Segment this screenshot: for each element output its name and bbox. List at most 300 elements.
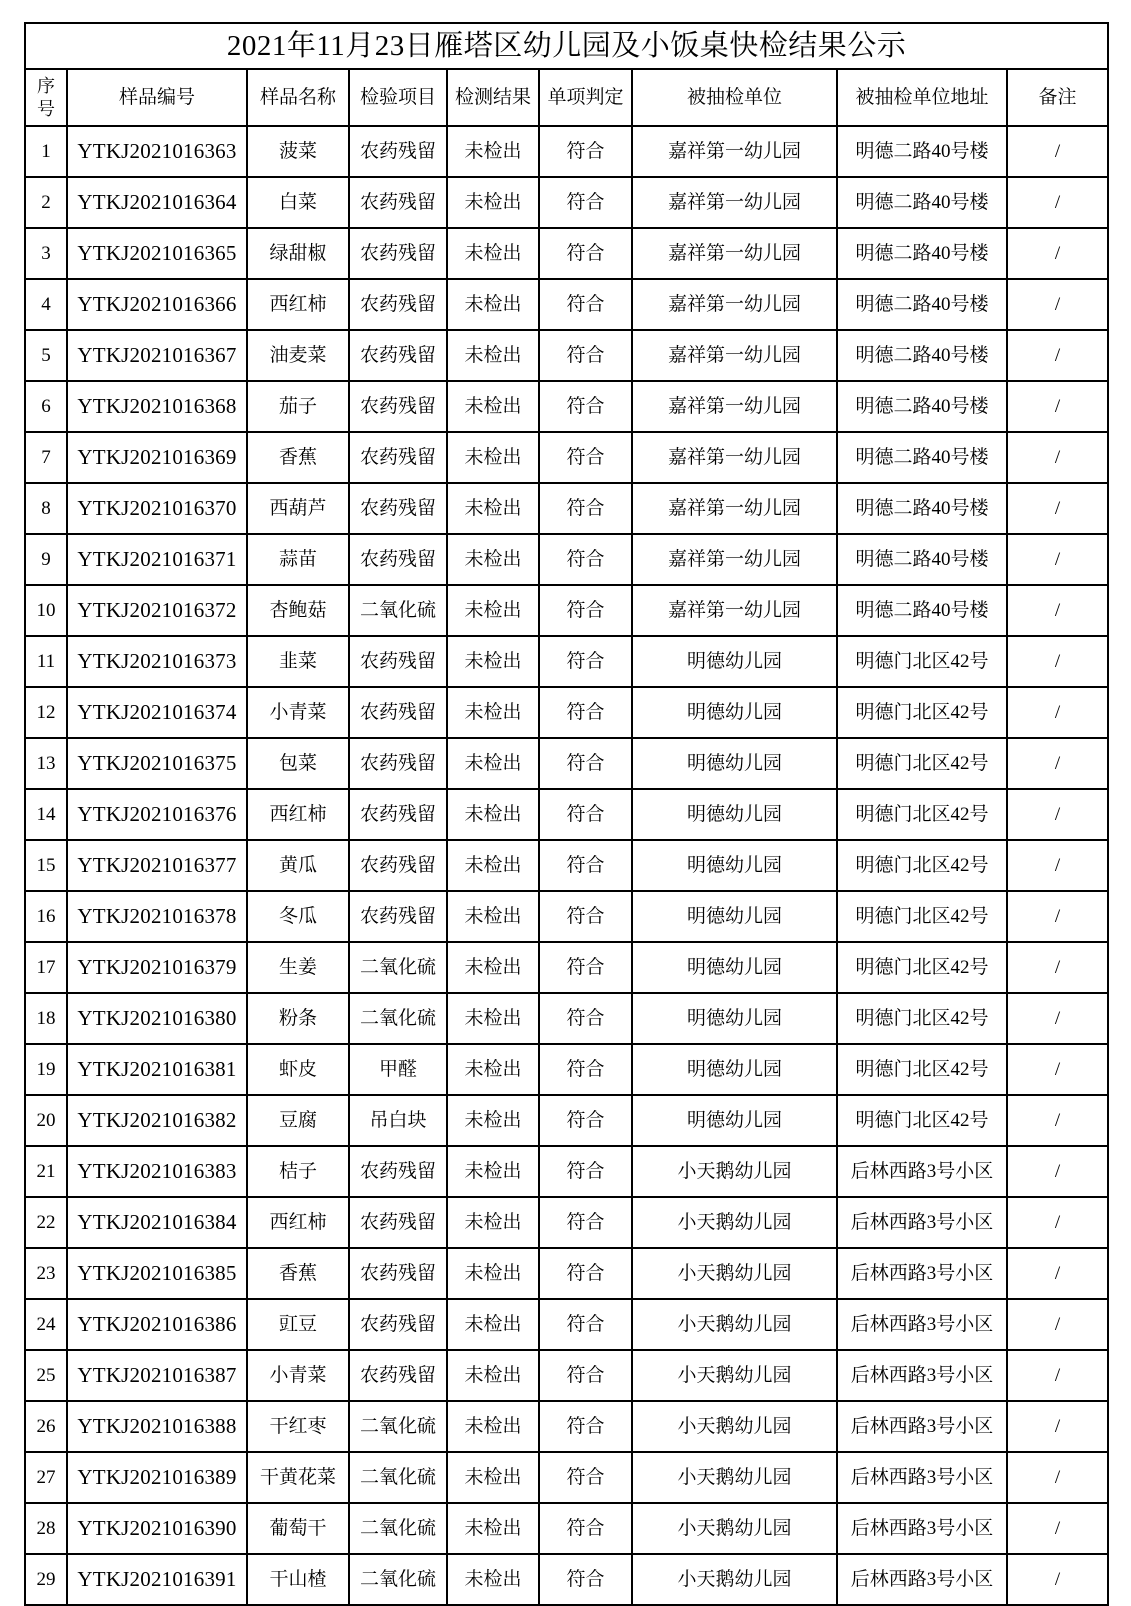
cell-judgement: 符合 [539,1146,632,1197]
column-header-remark: 备注 [1007,69,1108,126]
cell-sample-code: YTKJ2021016386 [67,1299,247,1350]
cell-judgement: 符合 [539,177,632,228]
cell-unit-address: 明德门北区42号 [837,1095,1007,1146]
cell-remark: / [1007,738,1108,789]
cell-sample-code: YTKJ2021016368 [67,381,247,432]
cell-index: 13 [25,738,67,789]
cell-test-item: 农药残留 [349,738,447,789]
cell-unit: 嘉祥第一幼儿园 [632,126,837,177]
cell-unit: 小天鹅幼儿园 [632,1299,837,1350]
cell-judgement: 符合 [539,585,632,636]
cell-test-item: 农药残留 [349,228,447,279]
cell-unit: 嘉祥第一幼儿园 [632,228,837,279]
cell-test-item: 农药残留 [349,840,447,891]
table-row [25,993,1108,1044]
cell-index: 3 [25,228,67,279]
cell-unit-address: 明德二路40号楼 [837,381,1007,432]
cell-judgement: 符合 [539,534,632,585]
cell-unit-address: 后林西路3号小区 [837,1401,1007,1452]
cell-remark: / [1007,330,1108,381]
cell-sample-name: 小青菜 [247,687,349,738]
cell-test-result: 未检出 [447,381,539,432]
table-row [25,1044,1108,1095]
column-header-index-line2: 号 [37,98,55,119]
cell-test-result: 未检出 [447,687,539,738]
cell-sample-name: 豆腐 [247,1095,349,1146]
cell-judgement: 符合 [539,1044,632,1095]
table-row [25,381,1108,432]
cell-test-item: 农药残留 [349,789,447,840]
cell-judgement: 符合 [539,228,632,279]
cell-unit-address: 明德二路40号楼 [837,279,1007,330]
cell-unit-address: 后林西路3号小区 [837,1452,1007,1503]
cell-test-item: 农药残留 [349,687,447,738]
cell-judgement: 符合 [539,1401,632,1452]
cell-index: 17 [25,942,67,993]
cell-test-item: 二氧化硫 [349,1503,447,1554]
cell-judgement: 符合 [539,1197,632,1248]
cell-test-result: 未检出 [447,840,539,891]
cell-test-result: 未检出 [447,1503,539,1554]
cell-remark: / [1007,585,1108,636]
cell-sample-code: YTKJ2021016379 [67,942,247,993]
cell-index: 29 [25,1554,67,1605]
cell-test-result: 未检出 [447,789,539,840]
cell-test-result: 未检出 [447,942,539,993]
cell-test-result: 未检出 [447,738,539,789]
cell-unit-address: 明德门北区42号 [837,738,1007,789]
column-header-unit-address: 被抽检单位地址 [837,69,1007,126]
cell-sample-code: YTKJ2021016389 [67,1452,247,1503]
cell-sample-name: 绿甜椒 [247,228,349,279]
header-row [25,69,1108,126]
cell-unit: 明德幼儿园 [632,993,837,1044]
cell-judgement: 符合 [539,1554,632,1605]
cell-index: 19 [25,1044,67,1095]
cell-remark: / [1007,1350,1108,1401]
cell-sample-code: YTKJ2021016384 [67,1197,247,1248]
cell-remark: / [1007,687,1108,738]
cell-test-result: 未检出 [447,1452,539,1503]
cell-remark: / [1007,1095,1108,1146]
cell-unit: 嘉祥第一幼儿园 [632,483,837,534]
cell-remark: / [1007,993,1108,1044]
cell-index: 10 [25,585,67,636]
cell-index: 27 [25,1452,67,1503]
cell-sample-code: YTKJ2021016373 [67,636,247,687]
cell-test-item: 二氧化硫 [349,993,447,1044]
cell-unit-address: 明德门北区42号 [837,1044,1007,1095]
cell-remark: / [1007,381,1108,432]
cell-sample-code: YTKJ2021016366 [67,279,247,330]
cell-test-item: 农药残留 [349,330,447,381]
cell-test-result: 未检出 [447,585,539,636]
cell-unit: 嘉祥第一幼儿园 [632,534,837,585]
cell-remark: / [1007,1452,1108,1503]
table-row [25,738,1108,789]
cell-test-result: 未检出 [447,1197,539,1248]
cell-index: 26 [25,1401,67,1452]
cell-unit: 嘉祥第一幼儿园 [632,330,837,381]
column-header-test-result: 检测结果 [447,69,539,126]
cell-sample-name: 茄子 [247,381,349,432]
table-row [25,687,1108,738]
cell-sample-code: YTKJ2021016382 [67,1095,247,1146]
column-header-index [25,69,67,126]
cell-index: 22 [25,1197,67,1248]
cell-unit-address: 明德二路40号楼 [837,228,1007,279]
table-row [25,228,1108,279]
cell-sample-name: 干红枣 [247,1401,349,1452]
column-header-sample-code: 样品编号 [67,69,247,126]
cell-unit: 明德幼儿园 [632,1044,837,1095]
cell-sample-name: 西红柿 [247,789,349,840]
cell-unit-address: 明德门北区42号 [837,891,1007,942]
cell-test-result: 未检出 [447,279,539,330]
cell-sample-code: YTKJ2021016370 [67,483,247,534]
cell-judgement: 符合 [539,432,632,483]
cell-unit: 小天鹅幼儿园 [632,1146,837,1197]
cell-sample-code: YTKJ2021016380 [67,993,247,1044]
column-header-sample-name: 样品名称 [247,69,349,126]
cell-test-item: 农药残留 [349,891,447,942]
cell-judgement: 符合 [539,1503,632,1554]
cell-test-item: 农药残留 [349,636,447,687]
cell-test-result: 未检出 [447,1350,539,1401]
cell-sample-code: YTKJ2021016376 [67,789,247,840]
cell-test-result: 未检出 [447,1095,539,1146]
cell-sample-code: YTKJ2021016377 [67,840,247,891]
cell-sample-code: YTKJ2021016381 [67,1044,247,1095]
cell-remark: / [1007,1044,1108,1095]
table-row [25,585,1108,636]
cell-remark: / [1007,1503,1108,1554]
cell-remark: / [1007,126,1108,177]
cell-unit-address: 后林西路3号小区 [837,1554,1007,1605]
cell-index: 4 [25,279,67,330]
cell-unit: 明德幼儿园 [632,840,837,891]
cell-test-item: 二氧化硫 [349,942,447,993]
cell-index: 21 [25,1146,67,1197]
cell-index: 18 [25,993,67,1044]
cell-unit: 小天鹅幼儿园 [632,1248,837,1299]
cell-sample-name: 香蕉 [247,1248,349,1299]
cell-remark: / [1007,891,1108,942]
cell-unit-address: 明德二路40号楼 [837,432,1007,483]
cell-sample-code: YTKJ2021016369 [67,432,247,483]
cell-sample-code: YTKJ2021016391 [67,1554,247,1605]
cell-test-item: 农药残留 [349,1350,447,1401]
cell-unit-address: 明德门北区42号 [837,636,1007,687]
cell-judgement: 符合 [539,942,632,993]
cell-sample-name: 冬瓜 [247,891,349,942]
table-row [25,534,1108,585]
cell-sample-name: 小青菜 [247,1350,349,1401]
table-row [25,1350,1108,1401]
cell-judgement: 符合 [539,1452,632,1503]
cell-test-result: 未检出 [447,177,539,228]
cell-test-result: 未检出 [447,1401,539,1452]
table-row [25,1452,1108,1503]
cell-remark: / [1007,840,1108,891]
cell-test-item: 农药残留 [349,1248,447,1299]
cell-unit-address: 明德二路40号楼 [837,483,1007,534]
cell-remark: / [1007,1197,1108,1248]
cell-test-item: 农药残留 [349,126,447,177]
cell-unit-address: 明德二路40号楼 [837,330,1007,381]
title-row [25,23,1108,69]
table-row [25,1248,1108,1299]
cell-index: 16 [25,891,67,942]
cell-remark: / [1007,432,1108,483]
cell-index: 6 [25,381,67,432]
cell-unit: 明德幼儿园 [632,891,837,942]
cell-unit: 明德幼儿园 [632,789,837,840]
cell-unit: 小天鹅幼儿园 [632,1554,837,1605]
cell-test-result: 未检出 [447,1248,539,1299]
cell-test-result: 未检出 [447,483,539,534]
cell-judgement: 符合 [539,1299,632,1350]
cell-test-item: 农药残留 [349,1197,447,1248]
cell-sample-name: 干山楂 [247,1554,349,1605]
cell-sample-name: 韭菜 [247,636,349,687]
table-row [25,330,1108,381]
column-header-judgement: 单项判定 [539,69,632,126]
cell-remark: / [1007,1401,1108,1452]
cell-sample-code: YTKJ2021016367 [67,330,247,381]
table-row [25,942,1108,993]
cell-judgement: 符合 [539,1248,632,1299]
cell-test-item: 农药残留 [349,1146,447,1197]
cell-sample-name: 桔子 [247,1146,349,1197]
cell-judgement: 符合 [539,1350,632,1401]
cell-sample-name: 白菜 [247,177,349,228]
cell-index: 25 [25,1350,67,1401]
cell-index: 15 [25,840,67,891]
cell-test-result: 未检出 [447,1299,539,1350]
cell-sample-name: 虾皮 [247,1044,349,1095]
cell-remark: / [1007,942,1108,993]
cell-remark: / [1007,1299,1108,1350]
cell-test-item: 二氧化硫 [349,585,447,636]
cell-sample-name: 杏鲍菇 [247,585,349,636]
table-row [25,483,1108,534]
cell-sample-code: YTKJ2021016387 [67,1350,247,1401]
table-row [25,1299,1108,1350]
cell-sample-code: YTKJ2021016365 [67,228,247,279]
cell-unit: 嘉祥第一幼儿园 [632,279,837,330]
cell-judgement: 符合 [539,1095,632,1146]
cell-judgement: 符合 [539,993,632,1044]
cell-unit: 嘉祥第一幼儿园 [632,432,837,483]
cell-test-item: 农药残留 [349,534,447,585]
table-row [25,891,1108,942]
cell-unit-address: 明德二路40号楼 [837,534,1007,585]
cell-remark: / [1007,228,1108,279]
cell-test-result: 未检出 [447,1554,539,1605]
table-row [25,1401,1108,1452]
cell-sample-code: YTKJ2021016375 [67,738,247,789]
cell-remark: / [1007,1248,1108,1299]
cell-test-result: 未检出 [447,228,539,279]
cell-test-result: 未检出 [447,330,539,381]
cell-judgement: 符合 [539,330,632,381]
table-row [25,1503,1108,1554]
cell-index: 5 [25,330,67,381]
cell-unit: 小天鹅幼儿园 [632,1503,837,1554]
cell-test-item: 农药残留 [349,177,447,228]
cell-unit: 小天鹅幼儿园 [632,1452,837,1503]
cell-judgement: 符合 [539,789,632,840]
cell-test-item: 农药残留 [349,279,447,330]
cell-sample-name: 生姜 [247,942,349,993]
cell-sample-name: 粉条 [247,993,349,1044]
cell-unit: 明德幼儿园 [632,942,837,993]
cell-judgement: 符合 [539,279,632,330]
cell-judgement: 符合 [539,687,632,738]
cell-index: 28 [25,1503,67,1554]
cell-sample-name: 蒜苗 [247,534,349,585]
cell-sample-name: 干黄花菜 [247,1452,349,1503]
cell-test-result: 未检出 [447,1044,539,1095]
cell-judgement: 符合 [539,381,632,432]
cell-remark: / [1007,483,1108,534]
cell-test-result: 未检出 [447,993,539,1044]
cell-unit-address: 后林西路3号小区 [837,1299,1007,1350]
inspection-results-table [24,22,1109,1606]
table-row [25,789,1108,840]
cell-sample-name: 西葫芦 [247,483,349,534]
cell-sample-name: 香蕉 [247,432,349,483]
cell-unit-address: 明德二路40号楼 [837,126,1007,177]
cell-index: 12 [25,687,67,738]
table-head [25,23,1108,126]
cell-remark: / [1007,177,1108,228]
cell-sample-name: 油麦菜 [247,330,349,381]
cell-sample-name: 黄瓜 [247,840,349,891]
page-title: 2021年11月23日雁塔区幼儿园及小饭桌快检结果公示 [25,23,1108,69]
table-body [25,126,1108,1605]
cell-index: 8 [25,483,67,534]
cell-judgement: 符合 [539,483,632,534]
cell-sample-code: YTKJ2021016383 [67,1146,247,1197]
cell-remark: / [1007,1554,1108,1605]
cell-sample-name: 西红柿 [247,279,349,330]
cell-judgement: 符合 [539,891,632,942]
cell-index: 1 [25,126,67,177]
cell-index: 23 [25,1248,67,1299]
cell-test-result: 未检出 [447,891,539,942]
cell-unit-address: 明德二路40号楼 [837,177,1007,228]
table-row [25,126,1108,177]
cell-test-item: 农药残留 [349,381,447,432]
table-row [25,177,1108,228]
cell-sample-code: YTKJ2021016385 [67,1248,247,1299]
cell-sample-code: YTKJ2021016372 [67,585,247,636]
cell-index: 9 [25,534,67,585]
cell-sample-name: 包菜 [247,738,349,789]
cell-judgement: 符合 [539,840,632,891]
table-row [25,1095,1108,1146]
cell-sample-name: 葡萄干 [247,1503,349,1554]
cell-sample-name: 西红柿 [247,1197,349,1248]
column-header-unit: 被抽检单位 [632,69,837,126]
cell-unit-address: 明德门北区42号 [837,789,1007,840]
cell-test-result: 未检出 [447,534,539,585]
cell-test-item: 二氧化硫 [349,1554,447,1605]
column-header-test-item: 检验项目 [349,69,447,126]
cell-index: 11 [25,636,67,687]
table-row [25,840,1108,891]
cell-judgement: 符合 [539,636,632,687]
cell-sample-name: 菠菜 [247,126,349,177]
cell-test-result: 未检出 [447,636,539,687]
cell-unit-address: 后林西路3号小区 [837,1248,1007,1299]
cell-unit-address: 后林西路3号小区 [837,1350,1007,1401]
table-row [25,1146,1108,1197]
cell-unit-address: 明德门北区42号 [837,942,1007,993]
cell-unit: 小天鹅幼儿园 [632,1197,837,1248]
column-header-index-line1: 序 [37,76,55,96]
cell-unit-address: 明德二路40号楼 [837,585,1007,636]
cell-unit: 明德幼儿园 [632,738,837,789]
cell-remark: / [1007,789,1108,840]
cell-test-result: 未检出 [447,126,539,177]
cell-sample-code: YTKJ2021016388 [67,1401,247,1452]
cell-unit: 小天鹅幼儿园 [632,1350,837,1401]
cell-sample-code: YTKJ2021016364 [67,177,247,228]
cell-unit-address: 后林西路3号小区 [837,1146,1007,1197]
cell-test-item: 农药残留 [349,483,447,534]
cell-unit-address: 后林西路3号小区 [837,1503,1007,1554]
cell-test-item: 二氧化硫 [349,1452,447,1503]
cell-sample-code: YTKJ2021016390 [67,1503,247,1554]
cell-unit: 明德幼儿园 [632,636,837,687]
cell-unit: 明德幼儿园 [632,687,837,738]
table-row [25,279,1108,330]
cell-test-result: 未检出 [447,1146,539,1197]
table-row [25,636,1108,687]
cell-remark: / [1007,279,1108,330]
cell-index: 7 [25,432,67,483]
cell-unit: 明德幼儿园 [632,1095,837,1146]
cell-index: 2 [25,177,67,228]
cell-test-item: 甲醛 [349,1044,447,1095]
cell-sample-code: YTKJ2021016371 [67,534,247,585]
cell-unit: 嘉祥第一幼儿园 [632,381,837,432]
cell-unit: 嘉祥第一幼儿园 [632,177,837,228]
cell-judgement: 符合 [539,738,632,789]
cell-unit-address: 明德门北区42号 [837,840,1007,891]
cell-remark: / [1007,534,1108,585]
cell-index: 14 [25,789,67,840]
cell-test-item: 吊白块 [349,1095,447,1146]
cell-unit: 嘉祥第一幼儿园 [632,585,837,636]
table-row [25,1554,1108,1605]
cell-unit-address: 明德门北区42号 [837,687,1007,738]
cell-sample-code: YTKJ2021016374 [67,687,247,738]
cell-test-item: 农药残留 [349,1299,447,1350]
cell-sample-code: YTKJ2021016363 [67,126,247,177]
cell-test-item: 农药残留 [349,432,447,483]
cell-unit-address: 后林西路3号小区 [837,1197,1007,1248]
cell-index: 24 [25,1299,67,1350]
cell-remark: / [1007,636,1108,687]
table-row [25,1197,1108,1248]
cell-unit: 小天鹅幼儿园 [632,1401,837,1452]
cell-judgement: 符合 [539,126,632,177]
cell-remark: / [1007,1146,1108,1197]
